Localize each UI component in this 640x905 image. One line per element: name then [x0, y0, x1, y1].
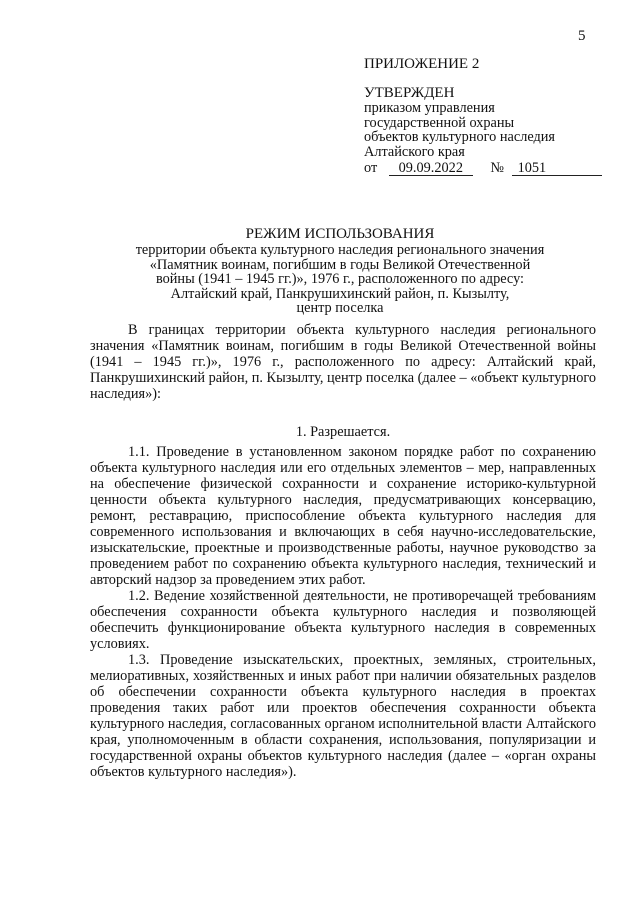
approval-line: объектов культурного наследия [364, 129, 555, 145]
approval-date-row [364, 161, 614, 176]
section-heading: 1. Разрешается. [295, 424, 391, 440]
number-label: № [490, 160, 505, 176]
approval-line: Алтайского края [364, 143, 465, 160]
approval-number: 1051 [512, 161, 602, 176]
approval-date: 09.09.2022 [389, 161, 473, 176]
appendix-label: ПРИЛОЖЕНИЕ 2 [364, 56, 480, 72]
title-line: Алтайский край, Панкрушихинский район, п. Кызылту, [170, 285, 510, 302]
approval-line: государственной охраны [364, 114, 515, 131]
title-line: «Памятник воинам, погибшим в годы Великой Отечественной [149, 256, 531, 273]
clause-1-3: 1.3. Проведение изыскательских, проектных, земляных, строительных, мелиоративных, хозяйственных и иных работ при наличии обязательных разделов об обеспечении сохранности объекта культурного наследия в проектах проведения таких работ или проектов обеспечения сохранности объекта культурного наследия, согласованных органом исполнительной власти Алтайского края, уполномоченным в области сохранения, использования, популяризации и государственной охраны объектов культурного наследия (далее – «орган охраны объектов культурного наследия»). [90, 652, 596, 780]
document-title [80, 226, 600, 316]
clause-1-1: 1.1. Проведение в установленном законом порядке работ по сохранению объекта культурного наследия или его отдельных элементов – мер, направленных на обеспечение физической сохранности и сохранение историко-культурной ценности объекта культурного наследия, предусматривающих консервацию, ремонт, реставрацию, приспособление объекта культурного наследия для современного использования и включающих в себя научно-исследовательские, изыскательские, проектные и производственные работы, научное руководство за проведением работ по сохранению объекта культурного наследия, технический и авторский надзор за проведением этих работ. [90, 444, 596, 588]
intro-paragraph: В границах территории объекта культурного наследия регионального значения «Памятник воинам, погибшим в годы Великой Отечественной войны (1941 – 1945 гг.)», 1976 г., расположенного по адресу: Алтайский край, Панкрушихинский район, п. Кызылту, центр поселка (далее – «объект культурного наследия»): [90, 322, 596, 402]
title-main: РЕЖИМ ИСПОЛЬЗОВАНИЯ [245, 226, 435, 242]
approval-block [364, 56, 614, 176]
approved-label: УТВЕРЖДЕН [364, 85, 455, 101]
approval-line: приказом управления [364, 100, 495, 116]
title-line: центр поселка [296, 300, 384, 316]
clause-1-2: 1.2. Ведение хозяйственной деятельности, не противоречащей требованиям обеспечения сохранности объекта культурного наследия и позволяющей обеспечить функционирование объекта культурного наследия в современных условиях. [90, 588, 596, 652]
from-label: от [364, 160, 378, 176]
document-body [90, 322, 596, 780]
title-line: территории объекта культурного наследия регионального значения [135, 242, 545, 258]
title-line: войны (1941 – 1945 гг.)», 1976 г., расположенного по адресу: [155, 271, 525, 287]
page-number: 5 [578, 28, 586, 44]
